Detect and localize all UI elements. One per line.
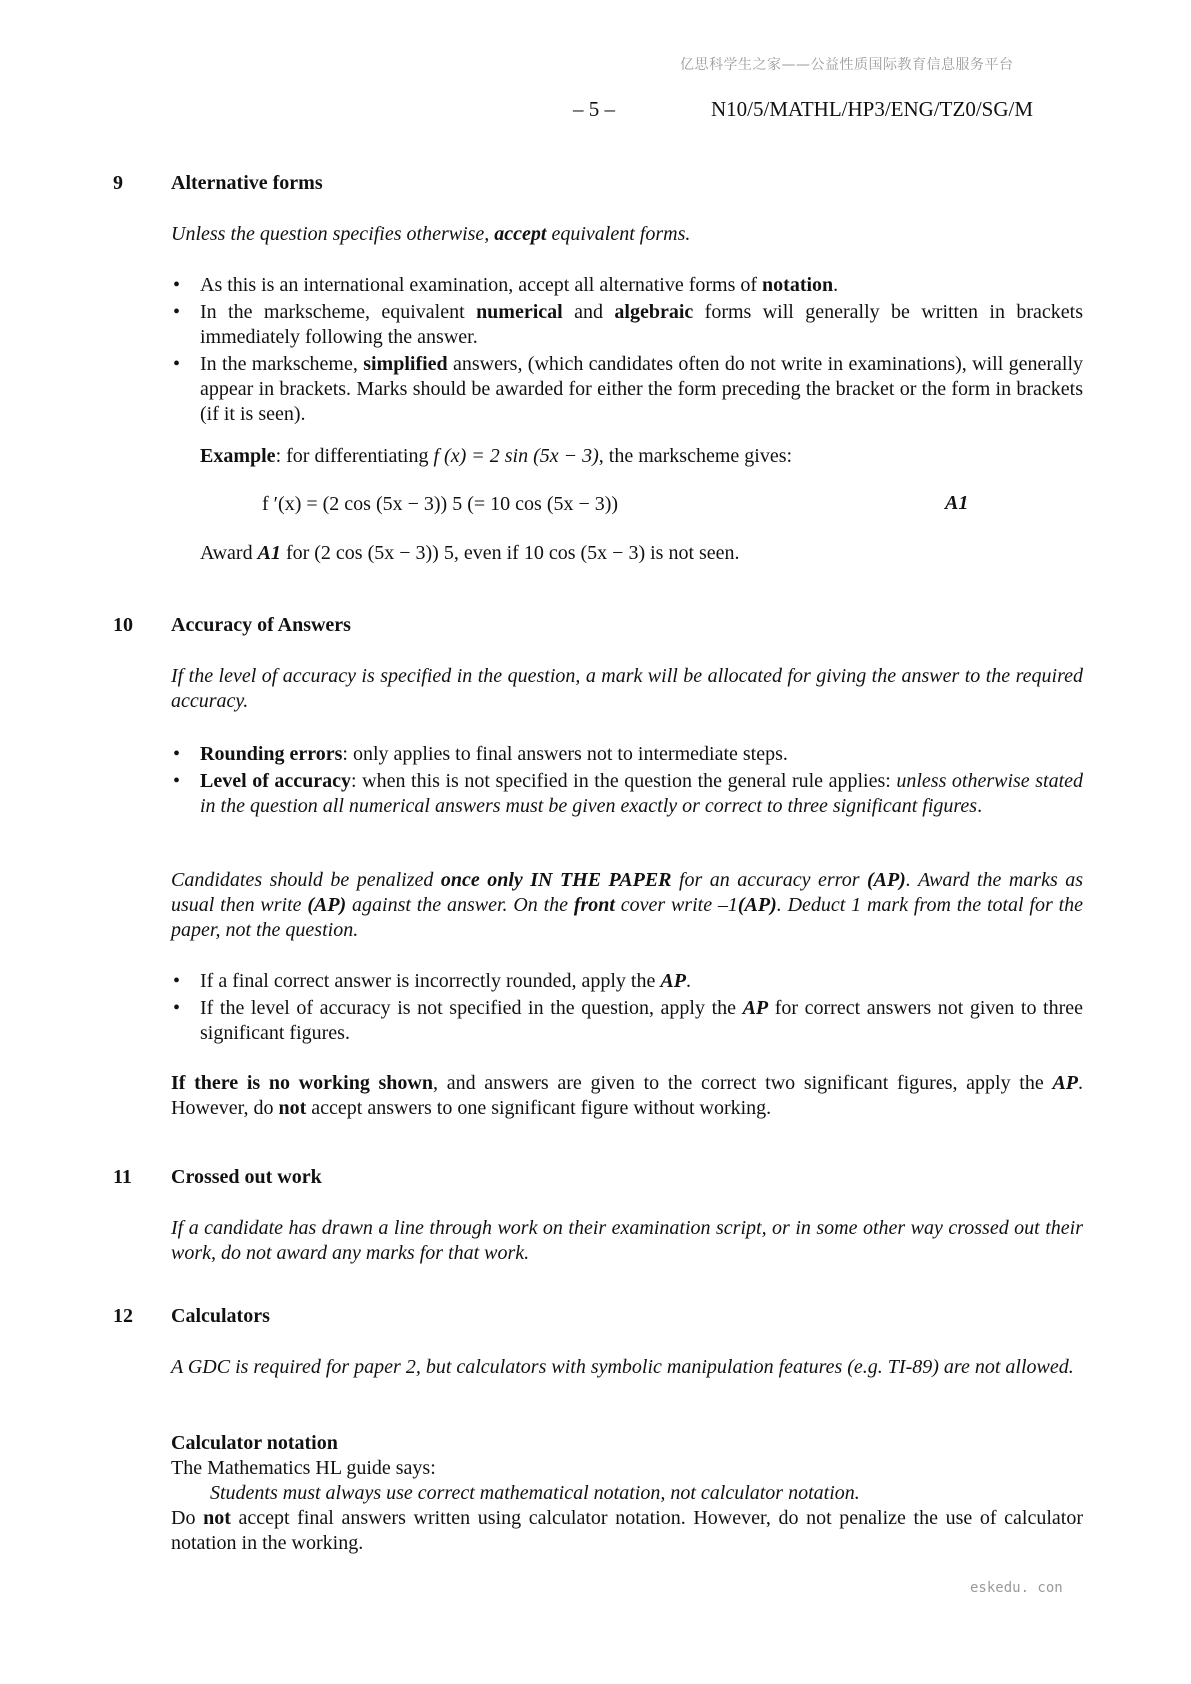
- section-title: Accuracy of Answers: [171, 614, 351, 636]
- list-item: • As this is an international examination, accept all alternative forms of notation.: [171, 273, 1083, 298]
- example-line: Example: for differentiating f (x) = 2 sin (5x − 3), the markscheme gives:: [200, 445, 793, 467]
- bullet-list: [171, 273, 1083, 429]
- document-code: N10/5/MATHL/HP3/ENG/TZ0/SG/M: [711, 97, 1034, 121]
- section-intro: Unless the question specifies otherwise, accept equivalent forms.: [171, 223, 691, 245]
- guide-line: The Mathematics HL guide says:: [171, 1457, 436, 1479]
- notation-paragraph: Do not accept final answers written using calculator notation. However, do not penalize the use of calculator notation in the working.: [171, 1507, 1083, 1554]
- section-text: If a candidate has drawn a line through work on their examination script, or in some other way crossed out their work, do not award any marks for that work.: [171, 1217, 1083, 1264]
- penalty-paragraph: Candidates should be penalized once only IN THE PAPER for an accuracy error (AP). Award the marks as usual then write (AP) against the answer. On the front cover write –1(AP). Deduct 1 mark from the total for the paper, not the question.: [171, 869, 1084, 941]
- section-text: A GDC is required for paper 2, but calculators with symbolic manipulation features (e.g. TI-89) are not allowed.: [171, 1356, 1074, 1378]
- working-paragraph: If there is no working shown, and answers are given to the correct two significant figures, apply the AP. However, do not accept answers to one significant figure without working.: [171, 1072, 1083, 1119]
- list-item: • In the markscheme, simplified answers, (which candidates often do not write in examinations), will generally appear in brackets. Marks should be awarded for either the form preceding the bracket or the form in brackets (if it is seen).: [171, 352, 1083, 427]
- list-item: • In the markscheme, equivalent numerical and algebraic forms will generally be written in brackets immediately following the answer.: [171, 300, 1083, 350]
- list-item: • Rounding errors: only applies to final answers not to intermediate steps.: [171, 742, 1083, 767]
- section-number: 9: [113, 172, 123, 194]
- subsection-title: Calculator notation: [171, 1432, 338, 1454]
- section-title: Crossed out work: [171, 1166, 322, 1188]
- section-intro: If the level of accuracy is specified in the question, a mark will be allocated for giving the answer to the required accuracy.: [171, 665, 1083, 712]
- formula: f ′(x) = (2 cos (5x − 3)) 5 (= 10 cos (5x − 3)): [262, 493, 619, 515]
- page-number: – 5 –: [573, 97, 615, 121]
- watermark-text: 亿思科学生之家——公益性质国际教育信息服务平台: [680, 57, 1014, 73]
- section-number: 11: [113, 1166, 132, 1188]
- list-item: • If a final correct answer is incorrectly rounded, apply the AP.: [171, 969, 1083, 994]
- section-number: 12: [113, 1305, 133, 1327]
- mark-label: A1: [945, 492, 969, 514]
- bullet-list: [171, 969, 1083, 1048]
- list-item: • Level of accuracy: when this is not specified in the question the general rule applies: unless otherwise stated in the question all numerical answers must be given exactly or correct to three significant figures.: [171, 769, 1083, 819]
- award-line: Award A1 for (2 cos (5x − 3)) 5, even if 10 cos (5x − 3) is not seen.: [200, 542, 740, 564]
- section-title: Calculators: [171, 1305, 270, 1327]
- section-title: Alternative forms: [171, 172, 323, 194]
- section-number: 10: [113, 614, 133, 636]
- bullet-list: [171, 742, 1083, 821]
- footer-watermark: eskedu. con: [970, 1580, 1063, 1596]
- guide-quote: Students must always use correct mathematical notation, not calculator notation.: [210, 1482, 860, 1504]
- list-item: • If the level of accuracy is not specified in the question, apply the AP for correct answers not given to three significant figures.: [171, 996, 1083, 1046]
